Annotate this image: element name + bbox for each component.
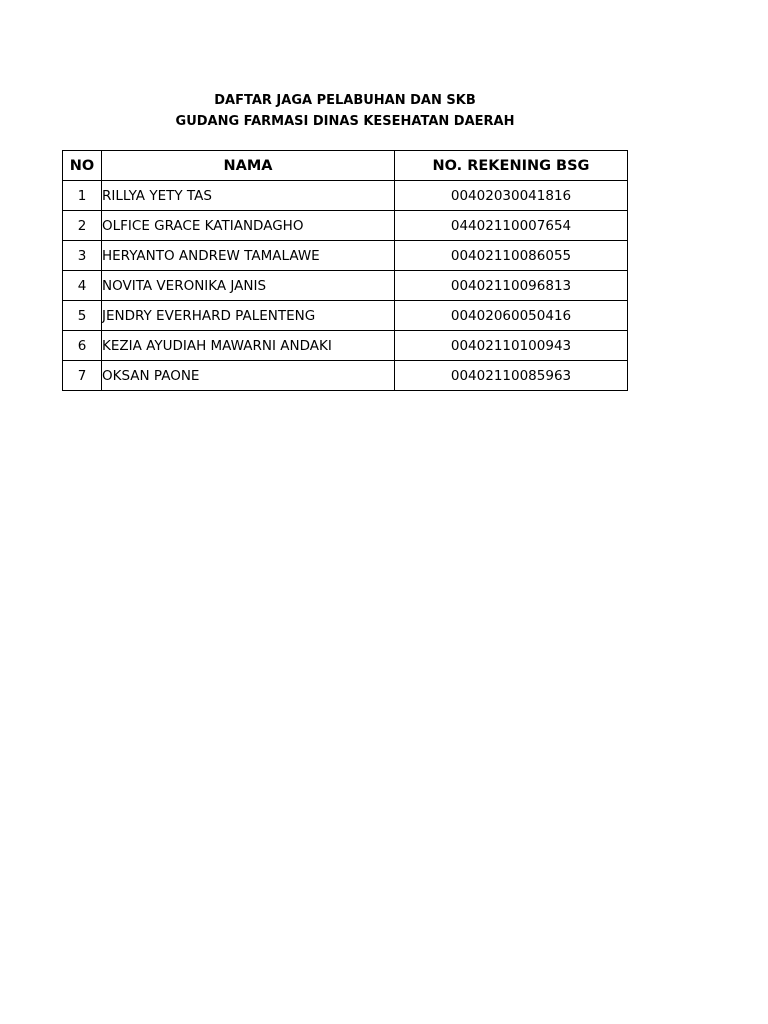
header-rekening: NO. REKENING BSG [395,151,628,181]
cell-nama: RILLYA YETY TAS [102,181,395,211]
cell-rekening: 00402110096813 [395,271,628,301]
cell-nama: JENDRY EVERHARD PALENTENG [102,301,395,331]
cell-rekening: 00402060050416 [395,301,628,331]
cell-no: 3 [63,241,102,271]
table-row [63,211,628,241]
table-row [63,331,628,361]
cell-rekening: 00402110100943 [395,331,628,361]
cell-no: 6 [63,331,102,361]
header-no: NO [63,151,102,181]
cell-nama: KEZIA AYUDIAH MAWARNI ANDAKI [102,331,395,361]
cell-nama: NOVITA VERONIKA JANIS [102,271,395,301]
document-title [0,90,690,132]
table-row [63,271,628,301]
cell-no: 5 [63,301,102,331]
title-line-2: GUDANG FARMASI DINAS KESEHATAN DAERAH [175,114,515,129]
cell-no: 2 [63,211,102,241]
cell-no: 4 [63,271,102,301]
cell-nama: OKSAN PAONE [102,361,395,391]
table-row [63,241,628,271]
table-row [63,361,628,391]
table-row [63,181,628,211]
table-row [63,301,628,331]
cell-no: 7 [63,361,102,391]
header-nama: NAMA [102,151,395,181]
cell-rekening: 00402110085963 [395,361,628,391]
cell-no: 1 [63,181,102,211]
cell-rekening: 00402030041816 [395,181,628,211]
cell-rekening: 04402110007654 [395,211,628,241]
cell-rekening: 00402110086055 [395,241,628,271]
roster-table [62,150,628,391]
cell-nama: HERYANTO ANDREW TAMALAWE [102,241,395,271]
title-line-1: DAFTAR JAGA PELABUHAN DAN SKB [214,93,476,108]
table-header-row [63,151,628,181]
cell-nama: OLFICE GRACE KATIANDAGHO [102,211,395,241]
